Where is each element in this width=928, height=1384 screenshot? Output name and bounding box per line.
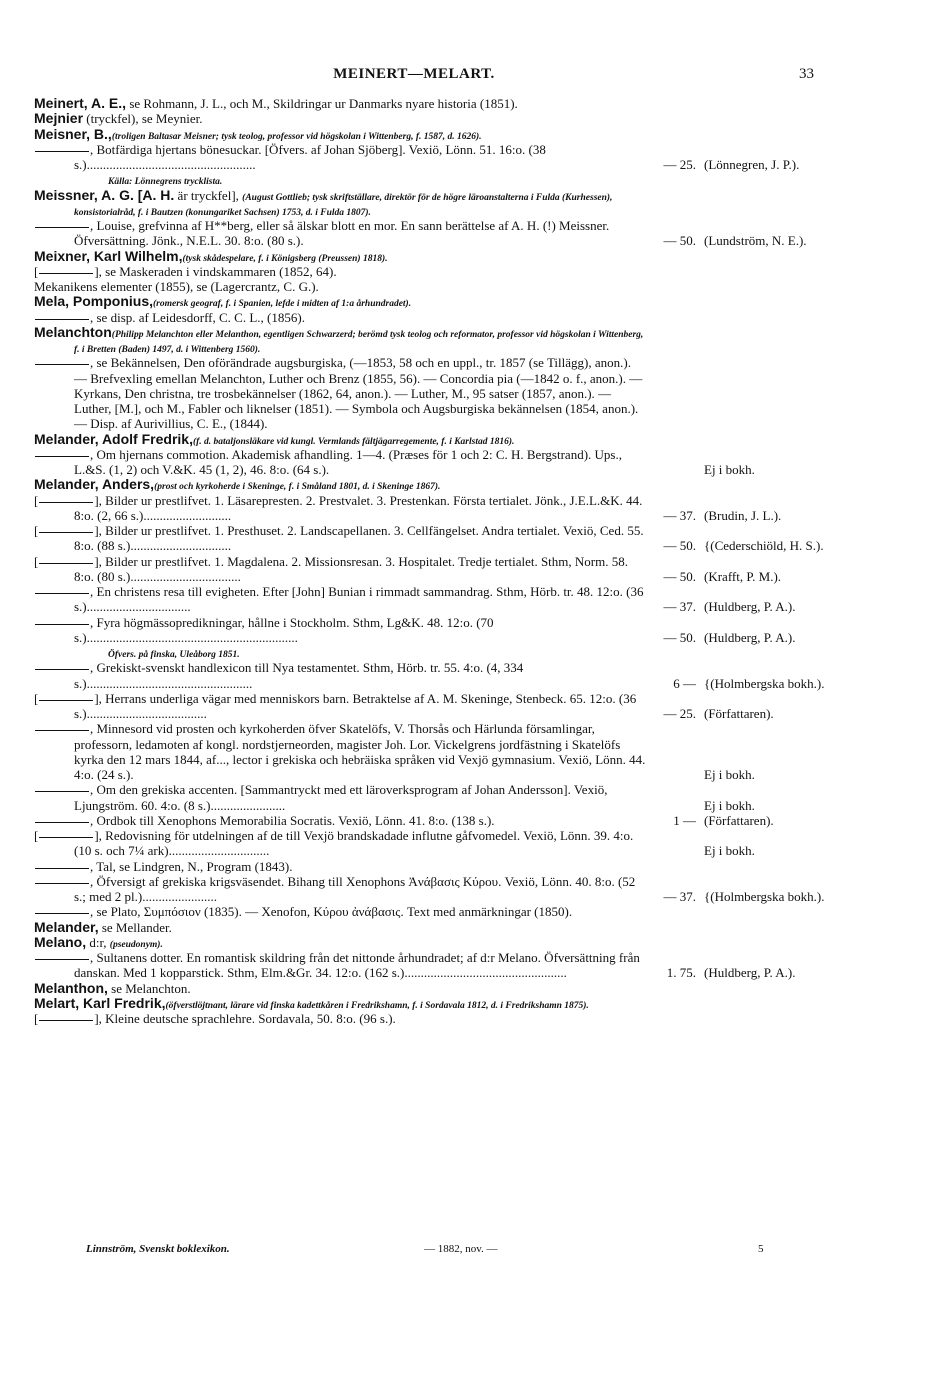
entry-publisher: (Huldberg, P. A.). [704, 629, 796, 645]
entry-13 [34, 355, 884, 431]
entry-bio: (romersk geograf, f. i Spanien, lefde i midten af 1:a århundradet). [153, 299, 412, 310]
entry-price: — 25. [663, 706, 696, 721]
entry-text [34, 447, 646, 478]
entry-publisher: Ej i bokh. [704, 797, 755, 813]
entry-price: 1 — [673, 812, 696, 828]
entry-34 [34, 950, 884, 981]
entry-body: , Tal, se Lindgren, N., Program (1843). [90, 858, 293, 874]
entry-text [34, 981, 646, 996]
entry-name: Melart, Karl Fredrik, [34, 994, 166, 1011]
entry-publisher: Ej i bokh. [704, 767, 755, 782]
entry-price: 6 — [673, 675, 696, 691]
entry-price: — 50. [663, 233, 696, 249]
entry-publisher: Ej i bokh. [704, 843, 755, 859]
entry-text [34, 782, 646, 813]
entry-bio: (pseudonym). [109, 939, 163, 950]
entry-price: — 50. [663, 629, 696, 645]
entry-note: Källa: Lönnegrens trycklista. [108, 177, 223, 188]
entry-5 [34, 188, 884, 219]
entry-price: 1. 75. [666, 965, 696, 981]
entry-19 [34, 554, 884, 585]
entry-bio: (öfverstlöjtnant, lärare vid finska kadettkåren i Fredrikshamn, f. i Sordavala 1812, d. i Fredrikshamn 1875). [165, 1000, 589, 1011]
entry-4 [34, 172, 884, 187]
entry-23 [34, 660, 884, 691]
footer-signature: 5 [758, 1243, 764, 1255]
entry-body: , Fyra högmässopredikningar, hållne i Stockholm. Sthm, Lg&K. 48. 12:o. (70 s.)................................................................. [74, 614, 494, 645]
entry-publisher: (Krafft, P. M.). [704, 568, 782, 584]
entry-body: ], Bilder ur prestlifvet. 1. Läsarepresten. 2. Prestvalet. 3. Prestenkan. Första tertialet. Jönk., J.E.L.&K. 44. 8:o. (2, 66 s.)........................... [74, 492, 643, 523]
entry-text [34, 584, 646, 615]
entry-text [34, 874, 646, 905]
entry-text [34, 310, 646, 325]
entry-body: , Sultanens dotter. En romantisk skildring från det nittonde århundradet; af d:r Melano. Öfversättning från danskan. Med 1 kopparstick. Sthm, Elm.&Gr. 34. 12:o. (162 s.).................................................. [74, 950, 640, 981]
entry-body: se Melanchton. [107, 980, 191, 996]
ditto-dash [35, 592, 89, 594]
entry-text [34, 355, 646, 431]
ditto-dash [35, 455, 89, 457]
entry-8 [34, 264, 884, 279]
entry-publisher: (Brudin, J. L.). [704, 507, 782, 523]
entry-22 [34, 645, 884, 660]
entry-text [34, 111, 646, 126]
ditto-dash [35, 226, 89, 228]
entry-body: ], Redovisning för utdelningen af de till Vexjö brandskadade influtne gåfvomedel. Vexiö, Lönn. 39. 4:o. (10 s. och 7¼ ark)............................... [74, 828, 634, 859]
entry-body: , se Bekännelsen, Den oförändrade augsburgiska, (—1853, 58 och en uppl., tr. 1857 (se Tillägg), anon.). — Brefvexling emellan Melanchton, Luther och Brenz (1855, 56). — Concordia pia (—1842 o. f., anon.). — Kyrkans, Den christna, tre trosbekännelser (1862, 64, anon.). — Luther, M., 95 satser (1857, anon.). — Luther, [M.], och M., Fabler och liknelser (1851). — Symbola och Augsburgiska bekännelsen (1854, anon.). — Disp. af Aurivillius, C. E., (1844). [74, 355, 643, 432]
entry-2 [34, 127, 884, 142]
running-header [34, 66, 814, 84]
entry-28 [34, 828, 884, 859]
entry-publisher: {(Cederschiöld, H. S.). [704, 538, 824, 554]
entry-text [34, 660, 646, 691]
entry-name: Melander, Anders, [34, 476, 155, 493]
entry-36 [34, 996, 884, 1011]
entry-body: , Om den grekiska accenten. [Sammantryckt med ett läroverksprogram af Johan Andersson]. Vexiö, Ljungström. 60. 4:o. (8 s.)....................... [74, 782, 608, 813]
footer-source: Linnström, Svenskt boklexikon. [86, 1243, 230, 1255]
entry-text: [ ], Redovisning för utdelningen af de till Vexjö brandskadade influtne gåfvomedel. Vexiö, Lönn. 39. 4:o. (10 s. och 7¼ ark)............................... [34, 828, 634, 859]
ditto-dash [39, 501, 93, 503]
ditto-dash [35, 912, 89, 914]
ditto-dash [35, 882, 89, 884]
entry-text [34, 920, 646, 935]
entry-text [34, 294, 646, 309]
entry-body: , Minnesord vid prosten och kyrkoherden öfver Skatelöfs, V. Thorsås och Härlunda församlingar, professorn, ledamoten af kongl. nordstjerneorden, magister Joh. Lor. Vickelgrens jordfästning i Skatelöfs kyrka den 12 mars 1844, af..., lector i grekiska och hebräiska språken vid Vexjö gymnasium. Vexiö, Lönn. 44. 4:o. (24 s.). [74, 721, 646, 782]
entry-price: — 50. [663, 538, 696, 554]
entry-bio: (Philipp Melanchton eller Melanthon, egentligen Schwarzerd; berömd tysk teolog och reformator, professor vid högskolan i Wittenberg, f. i Bretten (Baden) 1497, d. i Wittenberg 1560). [74, 329, 644, 355]
entry-body: ], Bilder ur prestlifvet. 1. Magdalena. 2. Missionsresan. 3. Hospitalet. Tredje tertialet. Sthm, Norm. 58. 8:o. (80 s.).................................. [74, 553, 628, 584]
entry-text [34, 432, 646, 447]
entry-publisher: (Lönnegren, J. P.). [704, 157, 800, 172]
entry-9 [34, 279, 884, 294]
entry-16 [34, 477, 884, 492]
entry-text: [ ], Bilder ur prestlifvet. 1. Presthuset. 2. Landscapellanen. 3. Cellfängelset. Andra tertialet. Vexiö, Ced. 55. 8:o. (88 s.)............................... [34, 523, 644, 554]
page-title: MEINERT—MELART. [333, 66, 495, 82]
entry-price: — 50. [663, 568, 696, 584]
entry-price: — 37. [663, 507, 696, 523]
entry-body: , se disp. af Leidesdorff, C. C. L., (1856). [90, 309, 305, 325]
entry-text [34, 904, 646, 919]
entry-price: — 25. [663, 157, 696, 172]
ditto-dash [39, 272, 93, 274]
entry-text [34, 96, 646, 111]
entry-37 [34, 1011, 884, 1026]
entry-body: , Botfärdiga hjertans bönesuckar. [Öfvers. af Johan Sjöberg]. Vexiö, Lönn. 51. 16:o. (38 s.).................................................... [74, 141, 546, 172]
ditto-dash [35, 867, 89, 869]
entry-body: , Om hjernans commotion. Akademisk afhandling. 1—4. (Præses för 1 och 2: C. H. Bergstrand). Ups., L.&S. (1, 2) och V.&K. 45 (1, 2), 46. 8:o. (64 s.). [74, 446, 622, 477]
entry-name: Meinert, A. E., [34, 95, 127, 111]
entry-21 [34, 615, 884, 646]
entry-body: (tryckfel), se Meynier. [83, 111, 203, 127]
entry-publisher: (Huldberg, P. A.). [704, 965, 796, 981]
entry-text [34, 477, 646, 492]
entry-name: Meixner, Karl Wilhelm, [34, 247, 183, 264]
ditto-dash [35, 623, 89, 625]
entry-text: [ ], Bilder ur prestlifvet. 1. Magdalena. 2. Missionsresan. 3. Hospitalet. Tredje tertialet. Sthm, Norm. 58. 8:o. (80 s.).................................. [34, 553, 628, 584]
entry-text [34, 645, 680, 660]
entry-text [34, 950, 646, 981]
entry-32 [34, 920, 884, 935]
ditto-dash [35, 363, 89, 365]
entry-name: Mejnier [34, 110, 84, 127]
entry-name: Melano, [34, 933, 87, 950]
entry-body: Mekanikens elementer (1855), se (Lagercrantz, C. G.). [34, 279, 319, 294]
footer-date: — 1882, nov. — [424, 1243, 498, 1255]
entry-bio: (troligen Baltasar Meisner; tysk teolog, professor vid högskolan i Wittenberg, f. 1587, d. 1626). [111, 131, 482, 142]
ditto-dash [39, 531, 93, 533]
ditto-dash [35, 318, 89, 320]
entry-14 [34, 432, 884, 447]
page-number: 33 [799, 66, 814, 82]
entry-body: , Ordbok till Xenophons Memorabilia Socratis. Vexiö, Lönn. 41. 8:o. (138 s.). [90, 812, 495, 828]
entry-publisher: {(Holmbergska bokh.). [704, 889, 825, 904]
entry-name: Mela, Pomponius, [34, 293, 154, 310]
entry-text [34, 859, 646, 874]
entry-text: [ ], Herrans underliga vägar med menniskors barn. Betraktelse af A. M. Skeninge, Stenbeck. 65. 12:o. (36 s.)..................................... [34, 690, 637, 721]
entry-body: , En christens resa till evigheten. Efter [John] Bunian i rimmadt sammandrag. Sthm, Hörb. tr. 48. 12:o. (36 s.)................................ [74, 584, 644, 615]
entry-11 [34, 310, 884, 325]
entry-bio: (prost och kyrkoherde i Skeninge, f. i Småland 1801, d. i Skeninge 1867). [154, 482, 441, 493]
entry-35 [34, 981, 884, 996]
entry-body: ], Bilder ur prestlifvet. 1. Presthuset. 2. Landscapellanen. 3. Cellfängelset. Andra tertialet. Vexiö, Ced. 55. 8:o. (88 s.)............................... [74, 523, 644, 554]
entry-text: [ ], Bilder ur prestlifvet. 1. Läsarepresten. 2. Prestvalet. 3. Prestenkan. Första tertialet. Jönk., J.E.L.&K. 44. 8:o. (2, 66 s.)........................... [34, 492, 643, 523]
entry-7 [34, 249, 884, 264]
entry-body: , Grekiskt-svenskt handlexicon till Nya testamentet. Sthm, Hörb. tr. 55. 4:o. (4, 334 s.)................................................... [74, 660, 524, 691]
entry-18 [34, 523, 884, 554]
entry-body: , Öfversigt af grekiska krigsväsendet. Bihang till Xenophons Ἀνάβασις Κύρου. Vexiö, Lönn. 40. 8:o. (52 s.; med 2 pl.)....................... [74, 873, 636, 904]
entry-bio: (August Gottlieb; tysk skriftställare, direktör för de högre läroanstalterna i Fulda (Kurhessen), konsistorialråd, f. i Bautzen (konungariket Sachsen) 1753, d. i Fulda 1807). [74, 192, 613, 218]
entry-name: Meissner, A. G. [A. H. [34, 186, 175, 203]
entry-25 [34, 721, 884, 782]
entry-publisher: (Författaren). [704, 706, 774, 721]
entry-note: Öfvers. på finska, Uleåborg 1851. [108, 650, 240, 660]
entry-20 [34, 584, 884, 615]
entry-publisher: (Lundström, N. E.). [704, 233, 807, 249]
entry-name: Melanthon, [34, 979, 108, 996]
entry-text [34, 996, 646, 1011]
catalog-entries [34, 96, 884, 1026]
entry-text [34, 615, 646, 646]
entry-body: är tryckfel], [174, 187, 243, 203]
ditto-dash [35, 790, 89, 792]
entry-text [34, 935, 646, 950]
entry-6 [34, 218, 884, 249]
entry-body: ], se Maskeraden i vindskammaren (1852, 64). [94, 263, 337, 279]
ditto-dash [35, 821, 89, 823]
entry-body: se Mellander. [98, 919, 172, 935]
ditto-dash [39, 1019, 93, 1021]
entry-publisher: Ej i bokh. [704, 462, 755, 477]
entry-body: d:r, [86, 934, 110, 950]
ditto-dash [35, 729, 89, 731]
entry-27 [34, 813, 884, 828]
entry-0 [34, 96, 884, 111]
ditto-dash [35, 668, 89, 670]
entry-text: [ ], se Maskeraden i vindskammaren (1852, 64). [34, 263, 337, 279]
entry-publisher: (Huldberg, P. A.). [704, 599, 796, 615]
entry-31 [34, 904, 884, 919]
entry-text [34, 142, 646, 173]
entry-15 [34, 447, 884, 478]
ditto-dash [35, 958, 89, 960]
entry-body: , Louise, grefvinna af H**berg, eller så älskar blott en mor. En sann berättelse af A. H. (!) Meissner. Öfversättning. Jönk., N.E.L. 30. 8:o. (80 s.). [74, 218, 610, 249]
entry-publisher: {(Holmbergska bokh.). [704, 675, 825, 691]
entry-body: , se Plato, Συμπόσιον (1835). — Xenofon, Κύρου ἀνάβασις. Text med anmärkningar (1850). [90, 904, 573, 920]
entry-bio: (f. d. bataljonsläkare vid kungl. Vermlands fältjägarregemente, f. i Karlstad 1816). [192, 436, 515, 447]
entry-body: ], Herrans underliga vägar med menniskors barn. Betraktelse af A. M. Skeninge, Stenbeck. 65. 12:o. (36 s.)..................................... [74, 690, 637, 721]
entry-1 [34, 111, 884, 126]
entry-name: Melander, Adolf Fredrik, [34, 430, 193, 447]
entry-text [34, 325, 646, 356]
entry-29 [34, 859, 884, 874]
entry-12 [34, 325, 884, 356]
entry-text [34, 813, 646, 828]
entry-publisher: (Författaren). [704, 812, 774, 828]
entry-24 [34, 691, 884, 722]
entry-body: se Rohmann, J. L., och M., Skildringar ur Danmarks nyare historia (1851). [126, 96, 518, 111]
entry-3 [34, 142, 884, 173]
entry-name: Meisner, B., [34, 125, 112, 142]
entry-text [34, 249, 646, 264]
entry-text [34, 188, 646, 219]
entry-bio: (tysk skådespelare, f. i Königsberg (Preussen) 1818). [182, 253, 388, 264]
entry-name: Melander, [34, 918, 99, 935]
entry-price: — 37. [663, 599, 696, 615]
entry-text [34, 218, 646, 249]
ditto-dash [39, 836, 93, 838]
entry-body: ], Kleine deutsche sprachlehre. Sordavala, 50. 8:o. (96 s.). [94, 1011, 396, 1026]
ditto-dash [39, 562, 93, 564]
entry-26 [34, 782, 884, 813]
entry-name: Melanchton [34, 323, 112, 340]
ditto-dash [35, 150, 89, 152]
entry-text: [ ], Kleine deutsche sprachlehre. Sordavala, 50. 8:o. (96 s.). [34, 1011, 396, 1026]
entry-33 [34, 935, 884, 950]
entry-10 [34, 294, 884, 309]
entry-30 [34, 874, 884, 905]
entry-price: — 37. [663, 889, 696, 904]
ditto-dash [39, 699, 93, 701]
entry-text [34, 127, 646, 142]
entry-text [34, 279, 646, 294]
entry-17 [34, 493, 884, 524]
entry-text [34, 721, 646, 782]
entry-text [34, 172, 680, 187]
